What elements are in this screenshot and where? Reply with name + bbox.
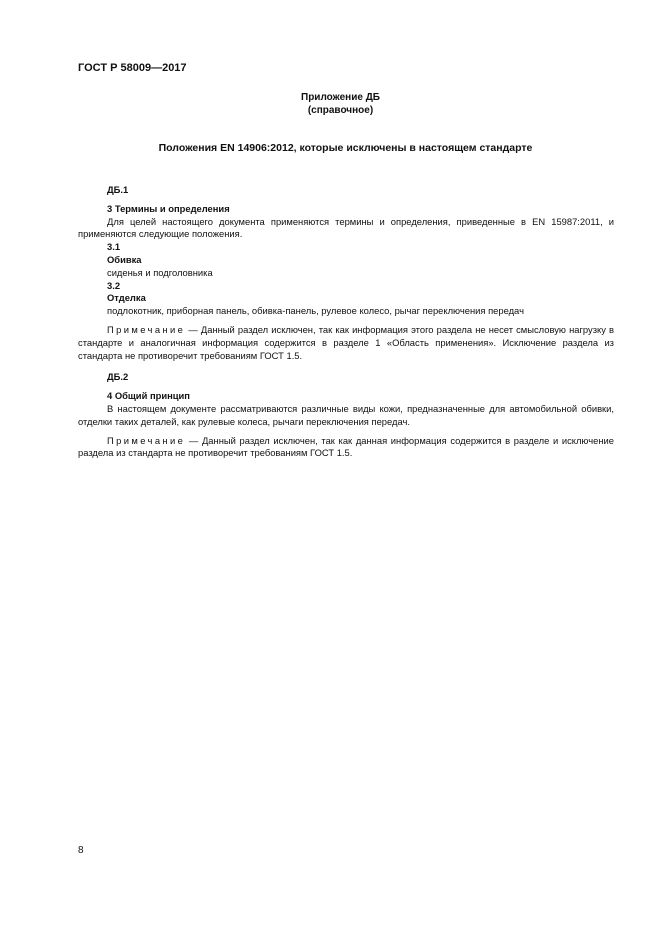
annex-heading: [0, 91, 661, 117]
term-name-trim: Отделка: [107, 292, 146, 304]
term-definition-trim: подлокотник, приборная панель, обивка-панель, рулевое колесо, рычаг переключения передач: [107, 305, 524, 317]
term-number-3-1: 3.1: [107, 241, 121, 253]
note-paragraph-db2: [78, 435, 614, 461]
section-heading-terms: 3 Термины и определения: [107, 202, 230, 214]
note-label-db1: Примечание: [107, 323, 186, 335]
annex-title: Приложение ДБ: [301, 92, 380, 103]
term-number-3-2: 3.2: [107, 279, 121, 291]
section-label-db1: ДБ.1: [107, 184, 129, 195]
annex-subtitle: (справочное): [307, 105, 374, 116]
page-number: 8: [78, 845, 84, 856]
section-label-db2: ДБ.2: [107, 371, 129, 383]
note-label-db2: Примечание: [107, 434, 186, 446]
principle-paragraph: В настоящем документе рассматриваются различные виды кожи, предназначенные для автомобильной обивки, отделки таких деталей, как рулевые колеса, рычаги переключения передач.: [78, 402, 614, 427]
document-title: Положения EN 14906:2012, которые исключены в настоящем стандарте: [158, 142, 533, 154]
term-name-upholstery: Обивка: [107, 253, 142, 265]
term-definition-upholstery: сиденья и подголовника: [107, 266, 213, 278]
note-text-db2: — Данный раздел исключен, так как данная информация содержится в разделе и исключение раздела из стандарта не противоречит требованиям ГОСТ 1.5.: [78, 434, 614, 459]
note-paragraph-db1: [78, 324, 614, 362]
note-text-db1: — Данный раздел исключен, так как информация этого раздела не несет смысловую нагрузку в стандарте и аналогичная информация содержится в разделе 1 «Область применения». Исключение раздела из стандарта не противоречит требованиям ГОСТ 1.5.: [78, 323, 614, 361]
standard-code-header: ГОСТ Р 58009—2017: [78, 62, 187, 74]
terms-intro-paragraph: Для целей настоящего документа применяются термины и определения, приведенные в EN 15987:2011, и применяются следующие положения.: [78, 215, 614, 240]
section-heading-principle: 4 Общий принцип: [107, 390, 190, 402]
document-body: [78, 184, 614, 460]
